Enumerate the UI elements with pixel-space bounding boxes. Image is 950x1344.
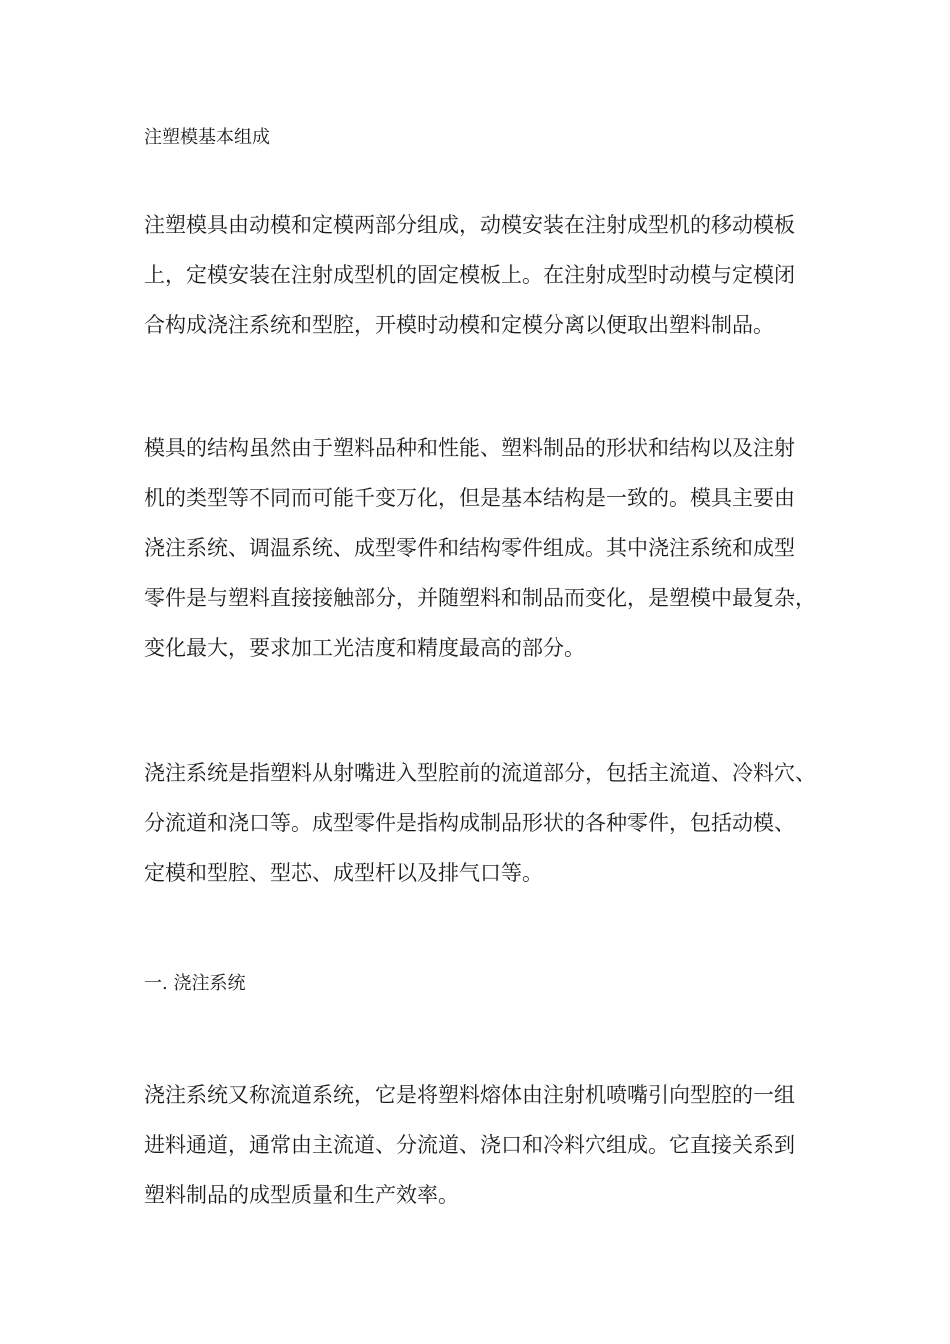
- text-line: 进料通道，通常由主流道、分流道、浇口和冷料穴组成。它直接关系到: [144, 1133, 795, 1157]
- text-line: 分流道和浇口等。成型零件是指构成制品形状的各种零件，包括动模、: [144, 811, 795, 835]
- document-title: 注塑模基本组成: [144, 127, 270, 148]
- text-line: 浇注系统是指塑料从射嘴进入型腔前的流道部分，包括主流道、冷料穴、: [144, 761, 816, 785]
- text-line: 浇注系统又称流道系统，它是将塑料熔体由注射机喷嘴引向型腔的一组: [144, 1083, 795, 1107]
- text-line: 上，定模安装在注射成型机的固定模板上。在注射成型时动模与定模闭: [144, 263, 795, 287]
- paragraph-basic-structure: [144, 423, 834, 673]
- text-line: 浇注系统、调温系统、成型零件和结构零件组成。其中浇注系统和成型: [144, 536, 795, 560]
- paragraph-gating-system: [144, 1070, 834, 1220]
- paragraph-mold-structure: [144, 200, 834, 350]
- text-line: 模具的结构虽然由于塑料品种和性能、塑料制品的形状和结构以及注射: [144, 436, 795, 460]
- text-line: 变化最大，要求加工光洁度和精度最高的部分。: [144, 636, 585, 660]
- text-line: 合构成浇注系统和型腔，开模时动模和定模分离以便取出塑料制品。: [144, 313, 774, 337]
- text-line: 机的类型等不同而可能千变万化，但是基本结构是一致的。模具主要由: [144, 486, 795, 510]
- section-heading-gating-system: 一. 浇注系统: [144, 973, 246, 994]
- paragraph-gating-overview: [144, 748, 834, 898]
- text-line: 零件是与塑料直接接触部分，并随塑料和制品而变化，是塑模中最复杂，: [144, 586, 816, 610]
- text-line: 塑料制品的成型质量和生产效率。: [144, 1183, 459, 1207]
- text-line: 注塑模具由动模和定模两部分组成，动模安装在注射成型机的移动模板: [144, 213, 795, 237]
- text-line: 定模和型腔、型芯、成型杆以及排气口等。: [144, 861, 543, 885]
